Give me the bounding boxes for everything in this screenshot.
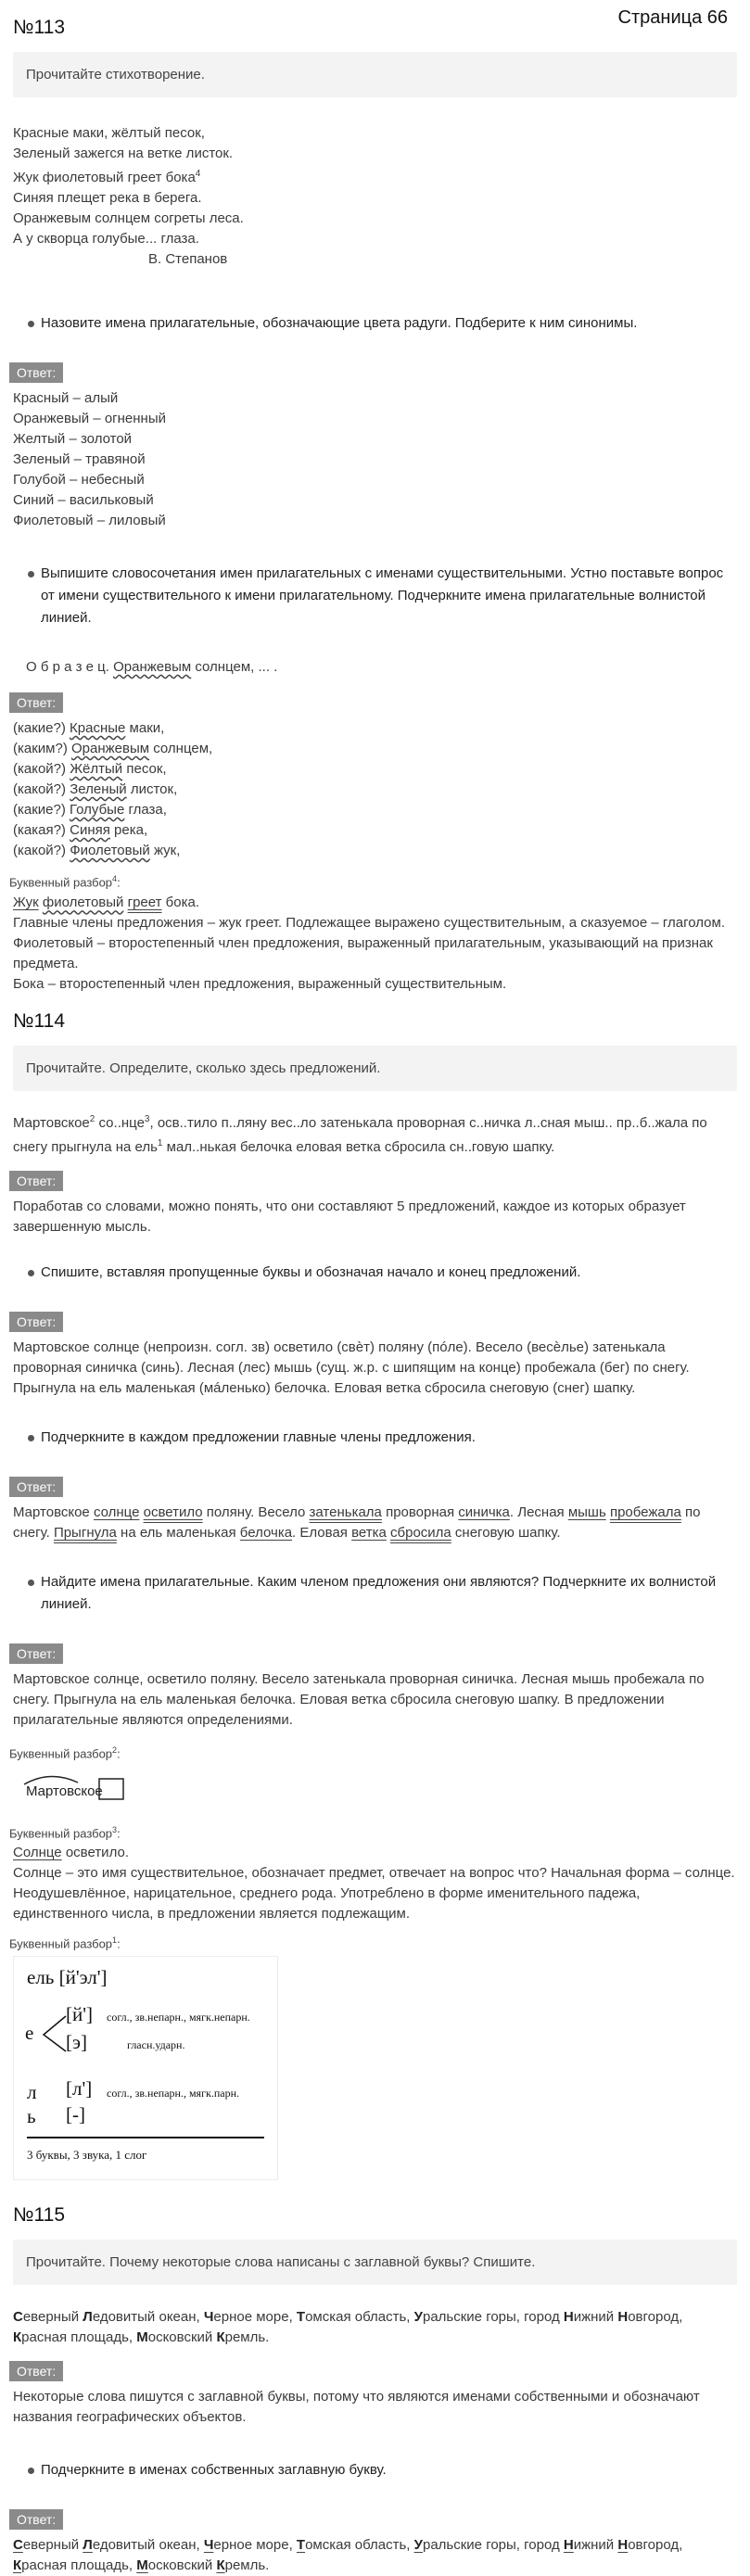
task-instruction: Прочитайте. Почему некоторые слова написаны с заглавной буквы? Спишите. — [13, 2240, 737, 2285]
capital-letter: К — [216, 2329, 225, 2345]
subject-word: ветка — [351, 1525, 387, 1541]
task-115 — [0, 2204, 750, 2576]
footnote-mark: 4 — [195, 169, 201, 179]
capital-letter: М — [136, 2557, 148, 2573]
sample: О б р а з е ц. Оранжевым солнцем, ... . — [26, 659, 278, 675]
capital-letter: Л — [83, 2309, 93, 2325]
phon-sound: [-] — [66, 2102, 85, 2126]
capital-letter: Т — [296, 2537, 306, 2553]
bullet-icon — [28, 321, 34, 327]
answer-badge: Ответ: — [9, 2509, 63, 2530]
text-fragment: на ель маленькая — [116, 1525, 240, 1541]
poem-line: Зеленый зажегся на ветке листок. — [13, 146, 234, 161]
word-rest: ремль. — [224, 2329, 270, 2345]
word-rest: овгород, — [628, 2537, 683, 2553]
task-number: №115 — [13, 2204, 66, 2226]
text-fragment: Мартовское — [13, 1504, 94, 1520]
capital-letter: К — [13, 2329, 22, 2345]
phon-word: ель [й'эл'] — [27, 1965, 108, 1988]
capital-letter: Н — [617, 2309, 629, 2325]
letter-parse-label: Буквенный разбор$^2$: — [9, 1745, 121, 1761]
phon-letter: л — [27, 2080, 37, 2103]
subject-word: белочка — [239, 1525, 293, 1541]
phon-letter: ь — [27, 2104, 36, 2127]
phon-desc: гласн.ударн. — [127, 2037, 185, 2051]
poem-line: Оранжевым солнцем согреты леса. — [13, 210, 244, 226]
word-rest: расная площадь, — [21, 2557, 137, 2573]
word-rest: омская область, — [305, 2537, 414, 2553]
parse-text: Главные члены предложения – жук греет. Подлежащее выражено существительным, а сказуемое – глаголом. — [13, 915, 726, 932]
capital-letter: Н — [617, 2537, 629, 2553]
task-instruction: Прочитайте стихотворение. — [13, 52, 737, 97]
question: Спишите, вставляя пропущенные буквы и обозначая начало и конец предложений. — [13, 1247, 737, 1299]
parse-text: Солнце – это имя существительное, обозначает предмет, отвечает на вопрос что? Начальная форма – солнце. Неодушевлённое, нарицательное, среднего рода. Употреблено в форме именительного падежа, единственного числа, в предложении является подлежащим. — [13, 1864, 735, 1922]
poem — [13, 123, 737, 270]
answer-line: (какая?) Синяя река, — [13, 822, 148, 838]
answer-line: (какой?) Жёлтый песок, — [13, 761, 167, 777]
parse-text: Бока – второстепенный член предложения, выраженный существительным. — [13, 976, 507, 993]
question: Выпишите словосочетания имен прилагательных с именами существительными. Устно поставьте вопрос от имени существительного к имени прилагательному. Подчеркните имена прилагательные волнистой линией. — [13, 548, 737, 644]
word-rest: расная площадь, — [21, 2329, 137, 2345]
word-rest: ижний — [573, 2537, 618, 2553]
answer-badge: Ответ: — [9, 1312, 63, 1332]
divider — [27, 2137, 264, 2138]
answer-line: (какой?) Зеленый листок, — [13, 781, 178, 797]
poem-line: Красные маки, жёлтый песок, — [13, 125, 205, 141]
predicate-word: Прыгнула — [53, 1525, 117, 1541]
letter-parse-label: Буквенный разбор$^4$: — [9, 874, 121, 890]
bullet-icon — [28, 1270, 34, 1276]
brace-icon — [40, 2009, 68, 2059]
predicate-word: осветило — [143, 1504, 203, 1520]
answer-list — [13, 388, 737, 531]
answer-list — [13, 718, 737, 861]
letter-parse-label: Буквенный разбор$^1$: — [9, 1935, 121, 1950]
phon-sound: [й'] — [66, 2002, 94, 2025]
capital-letter: Л — [83, 2537, 93, 2553]
proper-names-text — [13, 2307, 737, 2348]
phonetic-parse — [13, 1956, 278, 2180]
answer-line: (какие?) Красные маки, — [13, 720, 165, 736]
answer-line: Голубой – небесный — [13, 472, 145, 488]
task-instruction: Прочитайте. Определите, сколько здесь предложений. — [13, 1046, 737, 1091]
answer-badge: Ответ: — [9, 1643, 63, 1664]
parse-sentence: Жук фиолетовый греет бока. — [13, 895, 199, 911]
text-fragment: проворная — [381, 1504, 459, 1520]
answer-text: Мартовское солнце (непроизн. согл. зв) осветило (свѐт) поляну (пóле). Весело (весѐлье) затенькала проворная синичка (синь). Лесная (лес) мышь (сущ. ж.р. с шипящим на конце) пробежала (бег) по снегу. Прыгнула на ель маленькая (мáленько) белочка. Еловая ветка сбросила снеговую (снег) шапку. — [13, 1339, 690, 1396]
task-113 — [0, 17, 750, 995]
answer-text: Поработав со словами, можно понять, что они составляют 5 предложений, каждое из которых образует завершенную мысль. — [13, 1199, 686, 1235]
capital-letter: К — [216, 2557, 225, 2573]
letter-parse-label: Буквенный разбор$^3$: — [9, 1825, 121, 1841]
answer-text: Мартовское солнце, осветило поляну. Весело затенькала проворная синичка. Лесная мышь пробежала по снегу. Прыгнула на ель маленькая белочка. Еловая ветка сбросила снеговую шапку. В предложении прилагательные являются определениями. — [13, 1671, 705, 1728]
subject-word: солнце — [93, 1504, 140, 1520]
capital-letter: Ч — [203, 2309, 214, 2325]
phon-summary: 3 буквы, 3 звука, 1 слог — [27, 2147, 147, 2162]
parse-block — [13, 893, 737, 995]
capital-letter: С — [13, 2309, 23, 2325]
question: Подчеркните в именах собственных заглавную букву. — [13, 2444, 737, 2496]
word-rest: едовитый океан, — [92, 2537, 204, 2553]
answer-line: Красный – алый — [13, 390, 119, 406]
word-rest: овгород, — [628, 2309, 683, 2325]
poem-line: А у скворца голубые... глаза. — [13, 231, 199, 247]
predicate-word: затенькала — [309, 1504, 382, 1520]
poem-line: Жук фиолетовый греет бока$^4$ — [13, 169, 201, 185]
word-rest: ерное море, — [213, 2309, 297, 2325]
word-rest: еверный — [22, 2537, 83, 2553]
answer-line: Синий – васильковый — [13, 492, 154, 508]
text-fragment: . Лесная — [509, 1504, 568, 1520]
answer-line: Желтый – золотой — [13, 431, 133, 447]
answer-badge: Ответ: — [9, 2361, 63, 2381]
word-rest: осковский — [147, 2329, 217, 2345]
task-text: Мартовское$^2$ со..нце$^3$, осв..тило п..ляну вес..ло затенькала проворная с..ничка л..сная мыш.. пр..б..жала по снегу прыгнула на ель$^1$ мал..нькая белочка еловая ветка сбросила сн..говую шапку. — [13, 1114, 707, 1155]
text-fragment: поляну. Весело — [202, 1504, 310, 1520]
word-rest: еверный — [22, 2309, 83, 2325]
answer-text — [13, 2535, 737, 2576]
answer-line: (какой?) Фиолетовый жук, — [13, 843, 181, 858]
bullet-icon — [28, 1435, 34, 1441]
subject-word: синичка — [458, 1504, 510, 1520]
capital-letter: Ч — [203, 2537, 214, 2553]
predicate-word: сбросила — [390, 1525, 451, 1541]
morphemic-parse — [13, 1764, 133, 1816]
answer-text — [13, 1503, 737, 1543]
capital-letter: Н — [563, 2537, 574, 2553]
answer-badge: Ответ: — [9, 692, 63, 713]
parse-block: Солнце осветило. Солнце – это имя существительное, обозначает предмет, отвечает на вопрос что? Начальная форма – солнце. Неодушевлённое, нарицательное, среднего рода. Употреблено в форме именительного падежа, единственного числа, в предложении является подлежащим. — [13, 1843, 737, 1924]
page-number: Страница 66 — [617, 7, 728, 28]
parse-text: Фиолетовый – второстепенный член предложения, выраженный прилагательным, указывающий на признак предмета. — [13, 935, 713, 972]
capital-letter: М — [136, 2329, 148, 2345]
predicate-word: пробежала — [609, 1504, 681, 1520]
capital-letter: Н — [563, 2309, 574, 2325]
answer-line: (каким?) Оранжевым солнцем, — [13, 741, 213, 756]
phon-sound: [л'] — [66, 2076, 93, 2100]
word-rest: ральские горы, город — [422, 2309, 564, 2325]
word-rest: ремль. — [224, 2557, 270, 2573]
phon-sound: [э] — [66, 2030, 87, 2053]
text-fragment: снеговую шапку. — [451, 1525, 561, 1541]
question: Назовите имена прилагательные, обозначающие цвета радуги. Подберите к ним синонимы. — [13, 298, 737, 349]
phon-desc: согл., зв.непарн., мягк.непарн. — [107, 2010, 250, 2024]
word-rest: омская область, — [305, 2309, 414, 2325]
poem-line: Синяя плещет река в берега. — [13, 190, 202, 206]
answer-badge: Ответ: — [9, 362, 63, 383]
text-fragment: по снегу. — [13, 1504, 701, 1541]
poem-author: В. Степанов — [148, 251, 228, 267]
task-number: №114 — [13, 1010, 66, 1032]
answer-line: Фиолетовый – лиловый — [13, 513, 166, 528]
bullet-icon — [28, 2468, 34, 2474]
word-rest: ральские горы, город — [422, 2537, 564, 2553]
answer-badge: Ответ: — [9, 1477, 63, 1497]
answer-line: (какие?) Голубые глаза, — [13, 802, 167, 818]
capital-letter: Т — [296, 2309, 306, 2325]
phon-letter: е — [25, 2021, 34, 2044]
task-114 — [0, 1010, 750, 2180]
question: Подчеркните в каждом предложении главные члены предложения. — [13, 1412, 737, 1464]
bullet-icon — [28, 1580, 34, 1586]
subject-word: мышь — [567, 1504, 606, 1520]
bullet-icon — [28, 571, 34, 577]
answer-line: Оранжевый – огненный — [13, 411, 166, 426]
word-rest: ижний — [573, 2309, 618, 2325]
answer-text: Некоторые слова пишутся с заглавной буквы, потому что являются именами собственными и обозначают названия географических объектов. — [13, 2389, 700, 2425]
word-rest: ерное море, — [213, 2537, 297, 2553]
answer-line: Зеленый – травяной — [13, 451, 146, 467]
morpheme-marks — [13, 1764, 133, 1816]
word-rest: едовитый океан, — [92, 2309, 204, 2325]
capital-letter: С — [13, 2537, 23, 2553]
text-fragment: . Еловая — [292, 1525, 352, 1541]
phon-desc: согл., зв.непарн., мягк.парн. — [107, 2086, 239, 2100]
capital-letter: К — [13, 2557, 22, 2573]
answer-badge: Ответ: — [9, 1171, 63, 1191]
capital-letter: У — [413, 2309, 423, 2325]
question: Найдите имена прилагательные. Каким членом предложения они являются? Подчеркните их волнистой линией. — [13, 1556, 737, 1631]
capital-letter: У — [413, 2537, 423, 2553]
word-rest: осковский — [147, 2557, 217, 2573]
task-number: №113 — [13, 17, 66, 38]
morph-word: Мартовское — [26, 1783, 103, 1800]
